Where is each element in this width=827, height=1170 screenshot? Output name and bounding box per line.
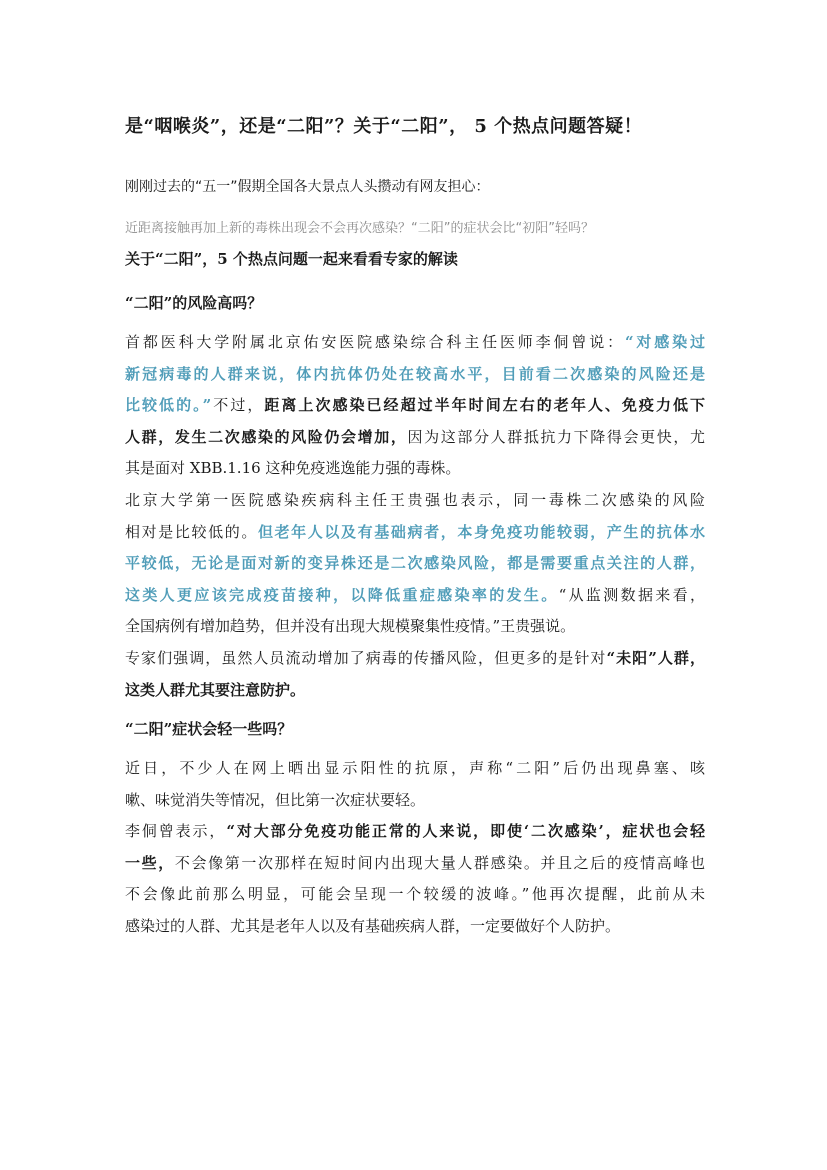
section-2-paragraph-1 xyxy=(125,753,705,816)
section-1-paragraph-1 xyxy=(125,327,705,485)
intro-text: 刚刚过去的“五一”假期全国各大景点人头攒动有网友担心： xyxy=(125,179,490,195)
article-subheading: 关于“二阳”，5 个热点问题一起来看看专家的解读 xyxy=(125,250,458,268)
section-2-paragraph-2 xyxy=(125,816,705,942)
text-line: 北京大学第一医院感染疾病科主任王贵强也表示，同一毒株二次感染的风险 xyxy=(125,491,705,509)
section-2-heading: “二阳”症状会轻一些吗？ xyxy=(125,720,293,738)
text-line: 近日，不少人在网上晒出显示阳性的抗原，声称“二阳”后仍出现鼻塞、咳 xyxy=(125,759,705,777)
text-line: 全国病例有增加趋势，但并没有出现大规模聚集性疫情。”王贵强说。 xyxy=(125,617,576,636)
text-line: 一些，不会像第一次那样在短时间内出现大量人群感染。并且之后的疫情高峰也 xyxy=(125,853,705,872)
text-line: 平较低，无论是面对新的变异株还是二次感染风险，都是需要重点关注的人群， xyxy=(125,554,705,573)
text-line: 新冠病毒的人群来说，体内抗体仍处在较高水平，目前看二次感染的风险还是 xyxy=(125,364,705,383)
text-line: 首都医科大学附属北京佑安医院感染综合科主任医师李侗曾说：“对感染过 xyxy=(125,333,705,351)
section-1-paragraph-2 xyxy=(125,485,705,643)
text-line: 专家们强调，虽然人员流动增加了病毒的传播风险，但更多的是针对“未阳”人群， xyxy=(125,649,705,667)
text-line: 嗽、味觉消失等情况，但比第一次症状要轻。 xyxy=(125,790,426,809)
reader-question: 近距离接触再加上新的毒株出现会不会再次感染？“二阳”的症状会比“初阳”轻吗？ xyxy=(125,221,594,236)
text-line: 这类人更应该完成疫苗接种，以降低重症感染率的发生。“从监测数据来看， xyxy=(125,585,705,604)
section-1-paragraph-3 xyxy=(125,643,705,706)
text-line: 比较低的。”不过，距离上次感染已经超过半年时间左右的老年人、免疫力低下 xyxy=(125,396,705,415)
text-line: 李侗曾表示，“对大部分免疫功能正常的人来说，即使‘二次感染’，症状也会轻 xyxy=(125,822,705,840)
text-line: 感染过的人群、尤其是老年人以及有基础疾病人群，一定要做好个人防护。 xyxy=(125,916,621,935)
text-line: 这类人群尤其要注意防护。 xyxy=(125,680,306,699)
article-title: 是“咽喉炎”，还是“二阳”？关于“二阳”， 5 个热点问题答疑！ xyxy=(125,116,643,137)
text-line: 人群，发生二次感染的风险仍会增加，因为这部分人群抵抗力下降得会更快，尤 xyxy=(125,427,705,446)
text-line: 不会像此前那么明显，可能会呈现一个较缓的波峰。”他再次提醒，此前从未 xyxy=(125,885,705,904)
text-line: 其是面对 XBB.1.16 这种免疫逃逸能力强的毒株。 xyxy=(125,459,461,478)
text-line: 相对是比较低的。但老年人以及有基础病者，本身免疫功能较弱，产生的抗体水 xyxy=(125,522,705,541)
section-1-heading: “二阳”的风险高吗？ xyxy=(125,294,263,312)
